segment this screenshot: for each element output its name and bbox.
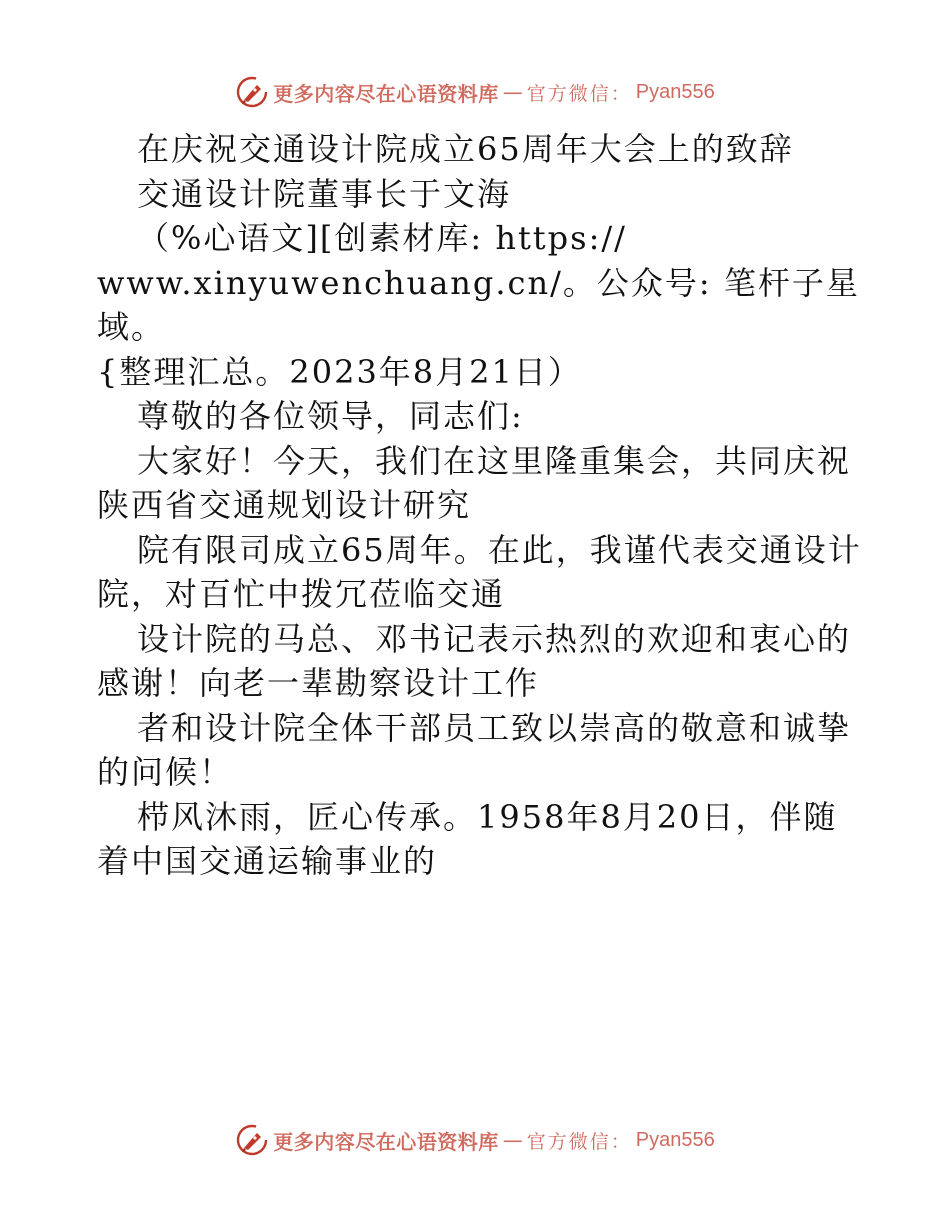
source-line-2: www.xinyuwenchuang.cn/。公众号: 笔杆子星域。: [97, 263, 860, 346]
speaker-line: 交通设计院董事长于文海: [137, 174, 512, 213]
salutation: 尊敬的各位领导，同志们:: [137, 397, 524, 435]
body-paragraph: 设计院的马总、邓书记表示热烈的欢迎和衷心的感谢！向老一辈勘察设计工作: [97, 619, 852, 702]
banner-main-text: 更多内容尽在心语资料库: [273, 81, 499, 106]
banner-dash: —: [502, 1128, 523, 1152]
banner-wechat-id: Pyan556: [635, 80, 715, 103]
document-body: [97, 127, 867, 884]
banner-dash: —: [502, 80, 523, 104]
body-paragraph: 栉风沐雨，匠心传承。1958年8月20日，伴随着中国交通运输事业的: [97, 797, 838, 880]
banner-wechat-label: 官方微信：: [526, 1130, 632, 1153]
banner-wechat-id: Pyan556: [635, 1128, 715, 1151]
banner-wechat-label: 官方微信：: [526, 82, 632, 105]
banner-main-text: 更多内容尽在心语资料库: [273, 1129, 499, 1154]
pen-nib-icon: [235, 75, 269, 109]
body-paragraph: 院有限司成立65周年。在此，我谨代表交通设计院，对百忙中拨冗莅临交通: [97, 530, 862, 613]
document-title: 在庆祝交通设计院成立65周年大会上的致辞: [137, 130, 794, 168]
header-watermark-banner: [0, 70, 950, 114]
footer-watermark-banner: [0, 1118, 950, 1162]
body-paragraph: 者和设计院全体干部员工致以崇高的敬意和诚挚的问候！: [97, 708, 852, 791]
source-line-3: {整理汇总。2023年8月21日）: [97, 352, 582, 391]
source-line-1: （%心语文][创素材库: https://: [137, 219, 627, 257]
body-paragraph: 大家好！今天，我们在这里隆重集会，共同庆祝陕西省交通规划设计研究: [97, 441, 852, 524]
pen-nib-icon: [235, 1123, 269, 1157]
